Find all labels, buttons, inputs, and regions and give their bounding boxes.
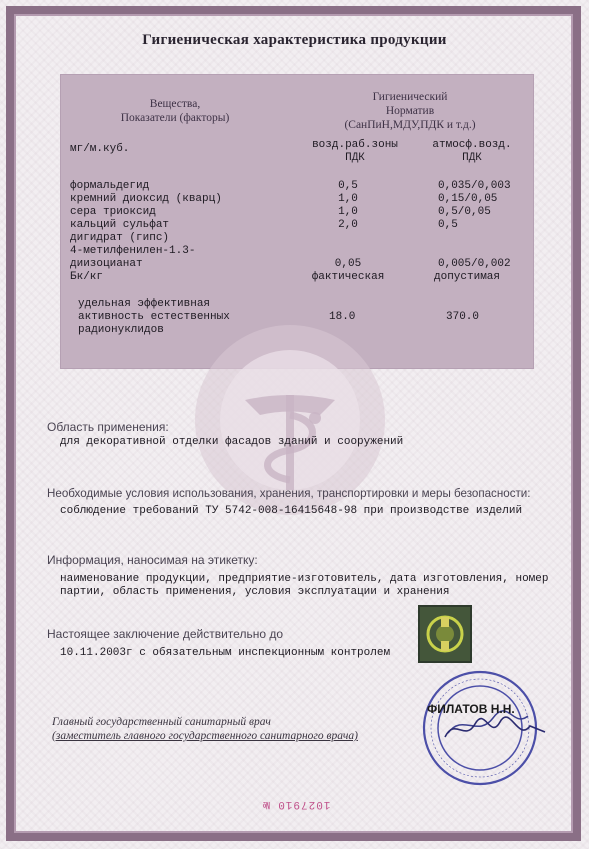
signer-name: ФИЛАТОВ Н.Н. [427, 702, 515, 716]
label-info-value [60, 573, 548, 599]
column-allowed: допустимая [434, 271, 501, 283]
header-substances [95, 97, 255, 125]
table-row-name: 4-метилфенилен-1.3- [70, 245, 196, 257]
table-cell-v2: 0,035/0,003 [438, 180, 511, 192]
radionuclide-label [78, 298, 230, 337]
radionuclide-allowed: 370.0 [446, 311, 480, 323]
table-cell-v2: 0,5 [438, 219, 458, 231]
column-workzone-line1: возд.раб.зоны [312, 139, 398, 151]
radionuclide-line3: радионуклидов [78, 324, 164, 336]
table-row-name: формальдегид [70, 180, 150, 192]
table-row-name: кальций сульфат [70, 219, 170, 231]
hologram-sticker-icon [418, 605, 472, 663]
label-info-line1: наименование продукции, предприятие-изготовитель, дата изготовления, номер [60, 573, 549, 585]
table-row-name: сера триоксид [70, 206, 156, 218]
label-info-label: Информация, наносимая на этикетку: [47, 553, 258, 567]
unit2-label: Бк/кг [70, 271, 104, 283]
radionuclide-line1: удельная эффективная [78, 298, 211, 310]
header-substances-line1: Вещества, [149, 98, 201, 110]
table-cell-v2: 0,5/0,05 [438, 206, 491, 218]
radionuclide-actual: 18.0 [329, 311, 356, 323]
label-info-line2: партии, область применения, условия эксплуатации и хранения [60, 586, 450, 598]
conditions-label: Необходимые условия использования, хранения, транспортировки и меры безопасности: [47, 487, 531, 500]
table-cell-v1: 0,5 [338, 180, 358, 192]
table-cell-v2: 0,005/0,002 [438, 258, 511, 270]
column-atmosphere-line1: атмосф.возд. [432, 139, 512, 151]
validity-value: 10.11.2003г с обязательным инспекционным контролем [60, 647, 391, 659]
column-actual: фактическая [311, 271, 385, 283]
conditions-value: соблюдение требований ТУ 5742-008-16415648-98 при производстве изделий [60, 505, 523, 517]
serial-number: 1027910 № [262, 798, 331, 810]
header-substances-line2: Показатели (факторы) [120, 112, 230, 124]
radionuclide-line2: активность естественных [78, 311, 230, 323]
table-row-name: дигидрат (гипс) [70, 232, 170, 244]
table-cell-v1: 0,05 [334, 258, 362, 270]
table-cell-v1: 1,0 [338, 193, 358, 205]
workzone-values [318, 180, 378, 271]
atmosphere-values [438, 180, 511, 271]
column-workzone [305, 139, 405, 165]
table-row-name: кремний диоксид (кварц) [70, 193, 222, 205]
scope-label: Область применения: [47, 420, 169, 434]
substance-names [70, 180, 222, 284]
header-norm-line1: Гигиенический [372, 91, 448, 103]
page-title: Гигиеническая характеристика продукции [142, 32, 447, 48]
scope-value: для декоративной отделки фасадов зданий и сооружений [60, 436, 404, 448]
column-atmosphere [422, 139, 522, 165]
signer-role-line1: Главный государственный санитарный врач [52, 716, 271, 728]
header-norm-line3: (СанПиН,МДУ,ПДК и т.д.) [344, 119, 476, 131]
column-workzone-line2: ПДК [345, 152, 365, 164]
header-norm-line2: Норматив [385, 105, 435, 117]
handwritten-signature-icon [440, 712, 550, 748]
table-row-name: диизоцианат [70, 258, 143, 270]
table-cell-v1: 2,0 [338, 219, 358, 231]
table-cell-v1: 1,0 [338, 206, 358, 218]
signer-role-line2: (заместитель главного государственного санитарного врача) [52, 730, 358, 742]
column-atmosphere-line2: ПДК [462, 152, 482, 164]
header-norm [330, 90, 490, 132]
validity-label: Настоящее заключение действительно до [47, 627, 284, 641]
unit-label: мг/м.куб. [70, 143, 130, 155]
table-cell-v2: 0,15/0,05 [438, 193, 498, 205]
